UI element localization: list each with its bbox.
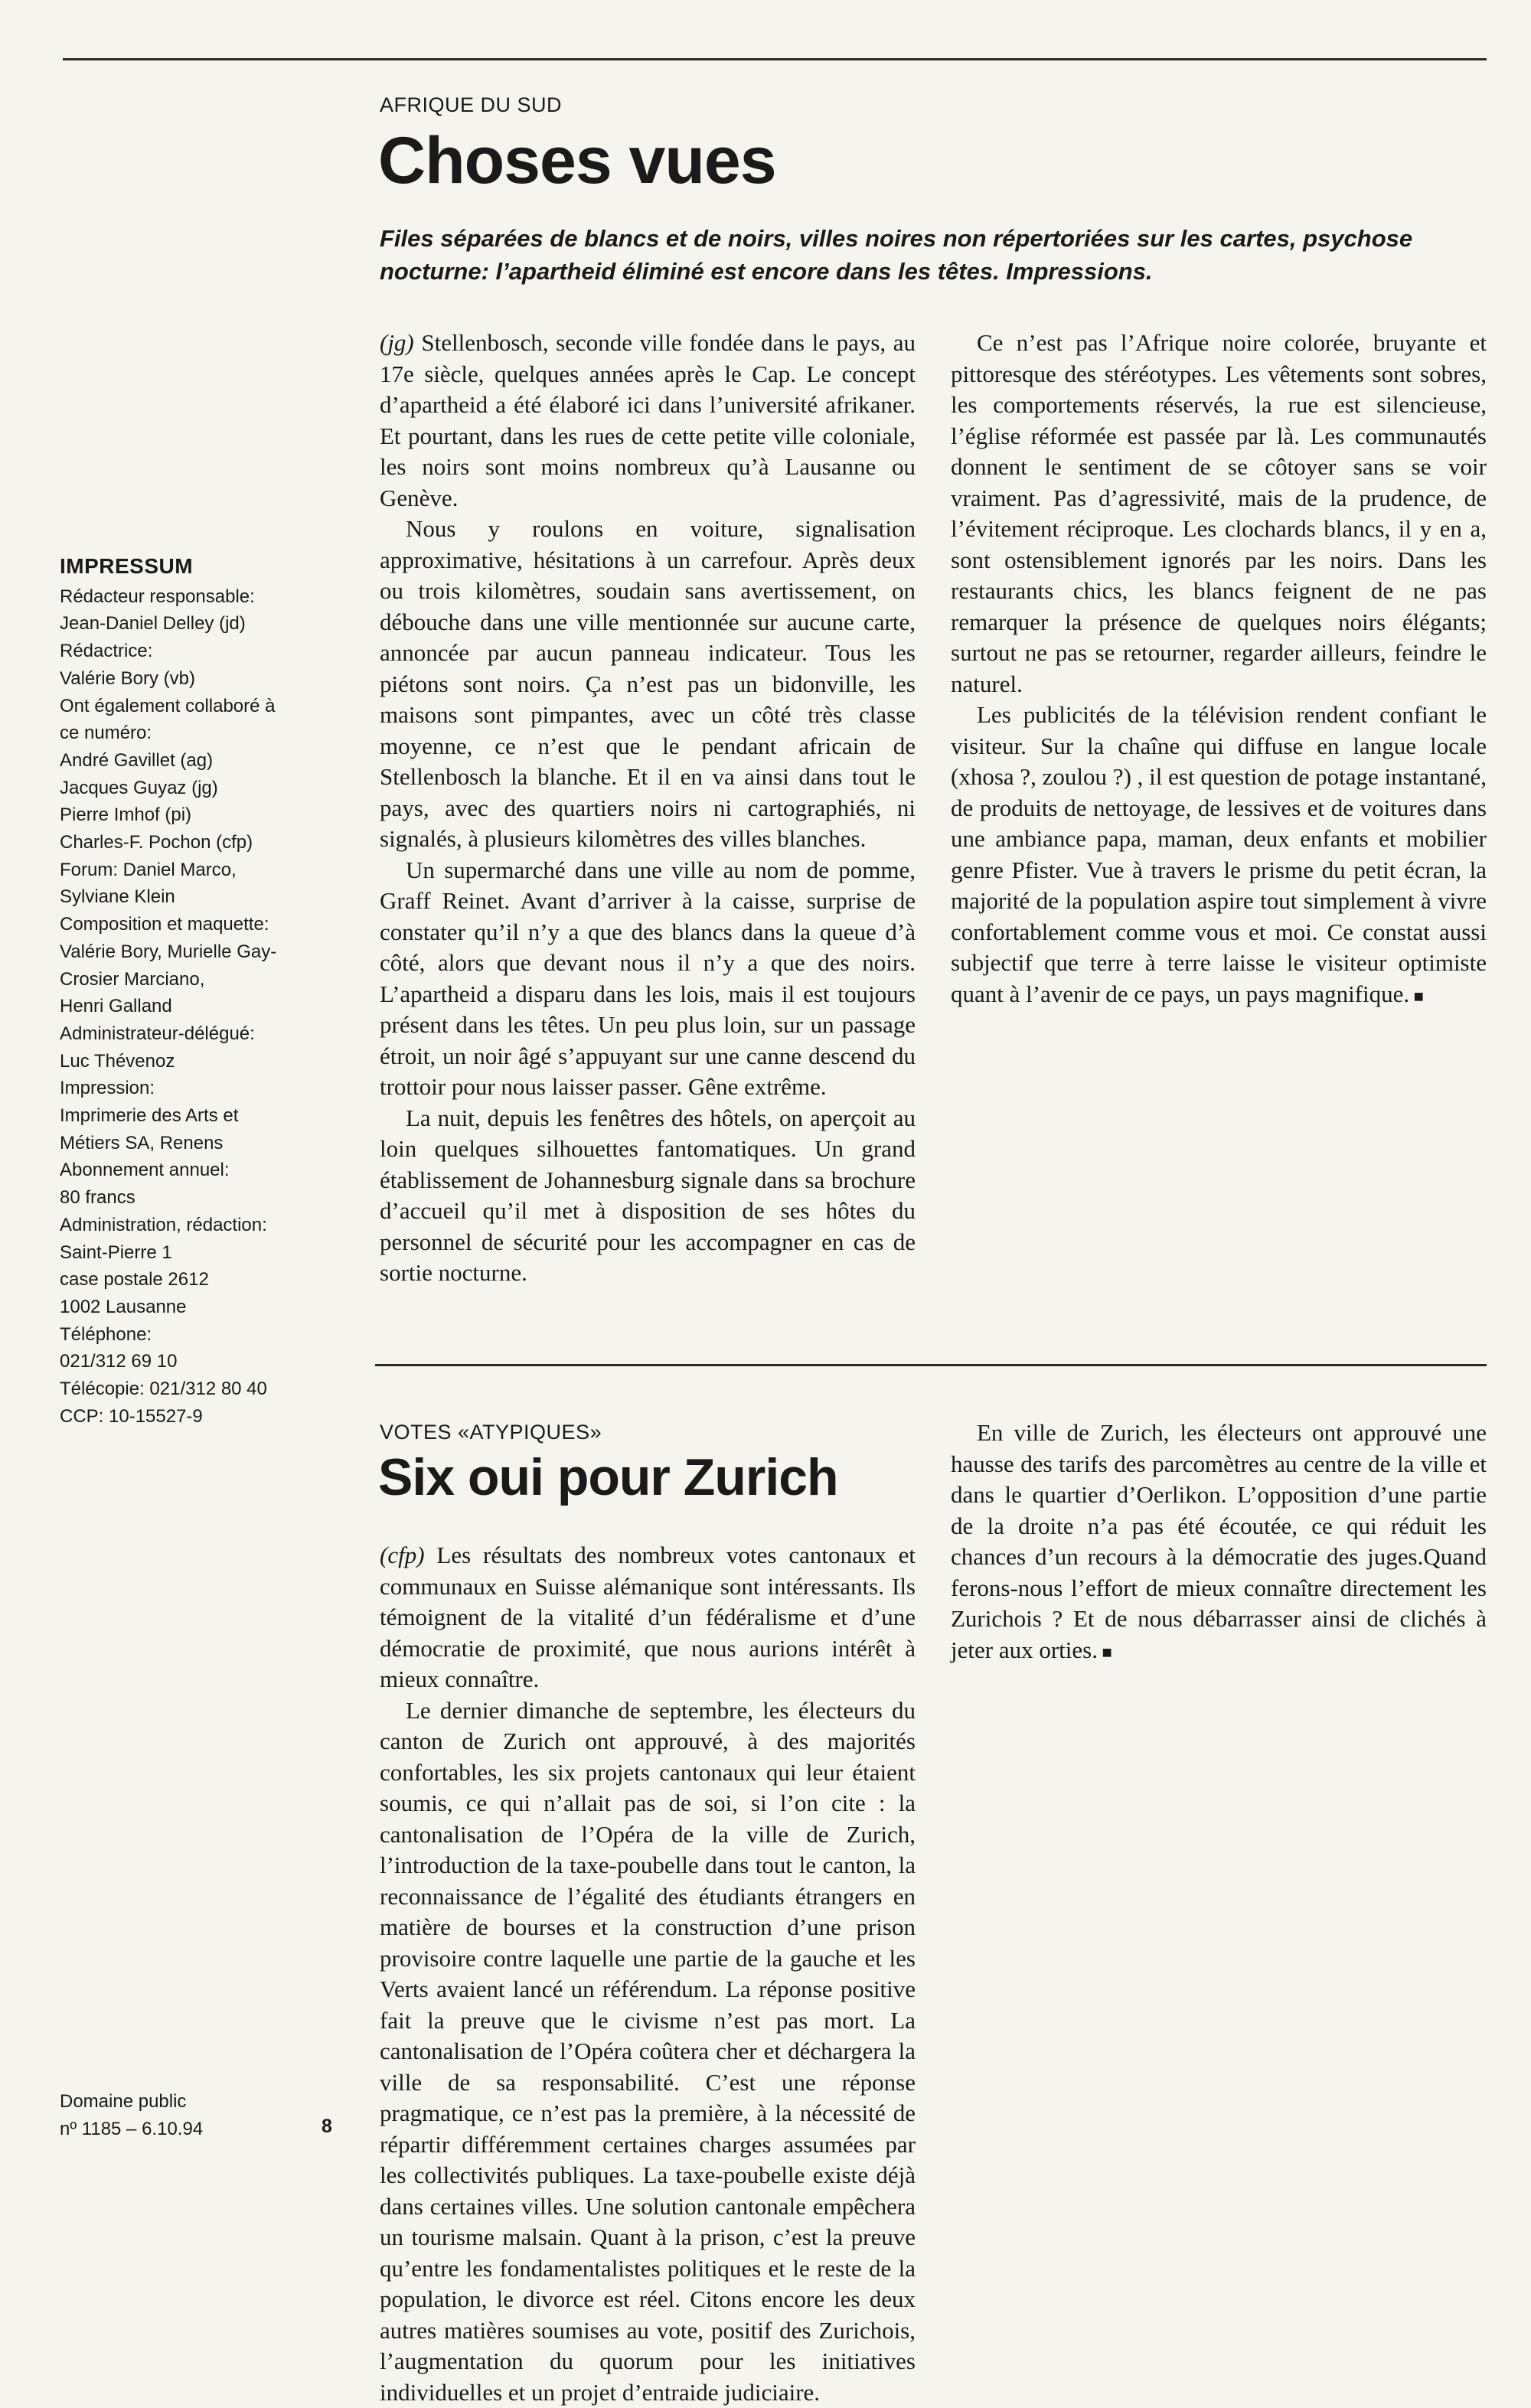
article2-paragraph: (cfp) Les résultats des nombreux votes cantonaux et communaux en Suisse alémanique sont intéressants. Ils témoignent de la vitalité d’un fédéralisme et d’une démocratie de proximité, que nous aurions intérêt à mieux connaître. — [380, 1540, 916, 1695]
impressum-line: case postale 2612 — [60, 1266, 343, 1294]
impressum-line: Jacques Guyaz (jg) — [60, 775, 343, 802]
impressum-line: Ont également collaboré à — [60, 693, 343, 720]
article1-column-2 — [951, 328, 1487, 1323]
impressum-line: Henri Galland — [60, 993, 343, 1020]
article2-kicker: VOTES «ATYPIQUES» — [380, 1421, 602, 1444]
article1-paragraph: La nuit, depuis les fenêtres des hôtels, on aperçoit au loin quelques silhouettes fantomatiques. Un grand établissement de Johannesburg signale dans sa brochure d’accueil qu’il met à disposition de ses hôtes du personnel de sécurité pour les accompagner en cas de sortie nocturne. — [380, 1103, 916, 1289]
page-number: 8 — [322, 2116, 332, 2138]
article1-credit: (jg) — [380, 329, 414, 356]
impressum-line: 021/312 69 10 — [60, 1348, 343, 1375]
article1-lead: Files séparées de blancs et de noirs, villes noires non répertoriées sur les cartes, psychose nocturne: l’apartheid éliminé est encore dans les têtes. Impressions. — [380, 222, 1487, 288]
article1-title: Choses vues — [378, 122, 776, 199]
impressum-line: Valérie Bory (vb) — [60, 665, 343, 693]
impressum-line: Télécopie: 021/312 80 40 — [60, 1375, 343, 1403]
impressum-title: IMPRESSUM — [60, 553, 343, 580]
article1-paragraph: Nous y roulons en voiture, signalisation approximative, hésitations à un carrefour. Après deux ou trois kilomètres, soudain sans avertissement, on débouche dans une ville mentionnée sur aucune carte, annoncée par aucun panneau indicateur. Tous les piétons sont noirs. Ça n’est pas un bidonville, les maisons sont pimpantes, avec un côté très classe moyenne, ce n’est que le pendant africain de Stellenbosch la blanche. Et il en va ainsi dans tout le pays, avec des quartiers noirs ni cartographiés, ni signalés, à plusieurs kilomètres des villes blanches. — [380, 514, 916, 855]
impressum-line: 80 francs — [60, 1184, 343, 1212]
article2-column-2 — [951, 1418, 1487, 2168]
impressum-line: Rédactrice: — [60, 638, 343, 665]
issue-number: nº 1185 – 6.10.94 — [60, 2116, 203, 2143]
impressum-line: Administration, rédaction: — [60, 1212, 343, 1239]
impressum-line: Charles-F. Pochon (cfp) — [60, 829, 343, 857]
impressum-line: André Gavillet (ag) — [60, 747, 343, 775]
top-rule — [63, 58, 1487, 60]
publication-name: Domaine public — [60, 2088, 203, 2116]
article2-title: Six oui pour Zurich — [378, 1445, 838, 1509]
article2-credit: (cfp) — [380, 1542, 425, 1568]
impressum-line: Administrateur-délégué: — [60, 1020, 343, 1048]
article2-paragraph: En ville de Zurich, les électeurs ont approuvé une hausse des tarifs des parcomètres au centre de la ville et dans le quartier d’Oerlikon. L’opposition d’une partie de la droite n’a pas été écoutée, ce qui réduit les chances d’un recours à la démocratie des juges.Quand ferons-nous l’effort de mieux connaître directement les Zurichois ? Et de nous débarrasser ainsi de clichés à jeter aux orties. ■ — [951, 1418, 1487, 1668]
impressum-line: 1002 Lausanne — [60, 1294, 343, 1321]
impressum — [60, 553, 343, 1431]
impressum-line: Rédacteur responsable: — [60, 583, 343, 611]
impressum-line: Luc Thévenoz — [60, 1048, 343, 1075]
impressum-line: Abonnement annuel: — [60, 1157, 343, 1184]
impressum-line: Pierre Imhof (pi) — [60, 801, 343, 829]
impressum-line: Téléphone: — [60, 1321, 343, 1349]
impressum-line: Imprimerie des Arts et — [60, 1102, 343, 1130]
footer — [60, 2088, 203, 2143]
impressum-line: Sylviane Klein — [60, 883, 343, 911]
impressum-line: Composition et maquette: — [60, 911, 343, 938]
impressum-line: Jean-Daniel Delley (jd) — [60, 610, 343, 638]
impressum-line: Forum: Daniel Marco, — [60, 857, 343, 884]
article1-paragraph: Un supermarché dans une ville au nom de pomme, Graff Reinet. Avant d’arriver à la caisse, surprise de constater qu’il n’y a que des blancs dans la queue d’à côté, alors que devant nous il n’y a que des noirs. L’apartheid a disparu dans les lois, mais il est toujours présent dans les têtes. Un peu plus loin, sur un passage étroit, un noir âgé s’appuyant sur une canne descend du trottoir pour nous laisser passer. Gêne extrême. — [380, 855, 916, 1103]
impressum-lines — [60, 583, 343, 1431]
article1-paragraph: Ce n’est pas l’Afrique noire colorée, bruyante et pittoresque des stéréotypes. Les vêtements sont sobres, les comportements réservés, la rue est silencieuse, l’église réformée est passée par là. Les communautés donnent le sentiment de se côtoyer sans se voir vraiment. Pas d’agressivité, mais de la prudence, de l’évitement réciproque. Les clochards blancs, il y en a, sont ostensiblement ignorés par les noirs. Dans les restaurants chics, les blancs feignent de ne pas remarquer la présence de quelques noirs élégants; surtout ne pas se retourner, regarder ailleurs, feindre le naturel. — [951, 328, 1487, 700]
impressum-line: Crosier Marciano, — [60, 966, 343, 994]
article2-paragraph: Le dernier dimanche de septembre, les électeurs du canton de Zurich ont approuvé, à des majorités confortables, les six projets cantonaux qui leur étaient soumis, ce qui n’allait pas de soi, si l’on cite : la cantonalisation de l’Opéra de la ville de Zurich, l’introduction de la taxe-poubelle dans tout le canton, la reconnaissance de l’égalité des étudiants étrangers en matière de bourses et la construction d’une prison provisoire contre laquelle une partie de la gauche et les Verts avaient lancé un référendum. La réponse positive fait la preuve que le civisme n’est pas mort. La cantonalisation de l’Opéra coûtera cher et déchargera la ville de sa responsabilité. C’est une réponse pragmatique, ce n’est pas la première, à la nécessité de répartir différemment certaines charges assumées par les collectivités publiques. La taxe-poubelle existe déjà dans certaines villes. Une solution cantonale empêchera un tourisme malsain. Quant à la prison, c’est la preuve qu’entre les fondamentalistes politiques et le reste de la population, le divorce est réel. Citons encore les deux autres matières soumises au vote, positif des Zurichois, l’augmentation du quorum pour les initiatives individuelles et un projet d’entraide judiciaire. — [380, 1695, 916, 2408]
impressum-line: Valérie Bory, Murielle Gay- — [60, 938, 343, 966]
section-rule — [375, 1364, 1487, 1366]
article1-paragraph: (jg) Stellenbosch, seconde ville fondée dans le pays, au 17e siècle, quelques années après le Cap. Le concept d’apartheid a été élaboré ici dans l’université afrikaner. Et pourtant, dans les rues de cette petite ville coloniale, les noirs sont moins nombreux qu’à Lausanne ou Genève. — [380, 328, 916, 514]
article1-kicker: AFRIQUE DU SUD — [380, 93, 562, 117]
article2-column-1 — [380, 1540, 916, 2175]
impressum-line: Saint-Pierre 1 — [60, 1239, 343, 1267]
impressum-line: CCP: 10-15527-9 — [60, 1403, 343, 1431]
article1-paragraph: Les publicités de la télévision rendent confiant le visiteur. Sur la chaîne qui diffuse en langue locale (xhosa ?, zoulou ?) , il est question de potage instantané, de produits de nettoyage, de lessives et de voitures dans une ambiance papa, maman, deux enfants et mobilier genre Pfister. Vue à travers le prisme du petit écran, la majorité de la population aspire tout simplement à vivre confortablement comme vous et moi. Ce constat aussi subjectif que terre à terre laisse le visiteur optimiste quant à l’avenir de ce pays, un pays magnifique. ■ — [951, 700, 1487, 1012]
article1-column-1 — [380, 328, 916, 1313]
impressum-line: ce numéro: — [60, 719, 343, 747]
impressum-line: Métiers SA, Renens — [60, 1130, 343, 1157]
impressum-line: Impression: — [60, 1075, 343, 1102]
